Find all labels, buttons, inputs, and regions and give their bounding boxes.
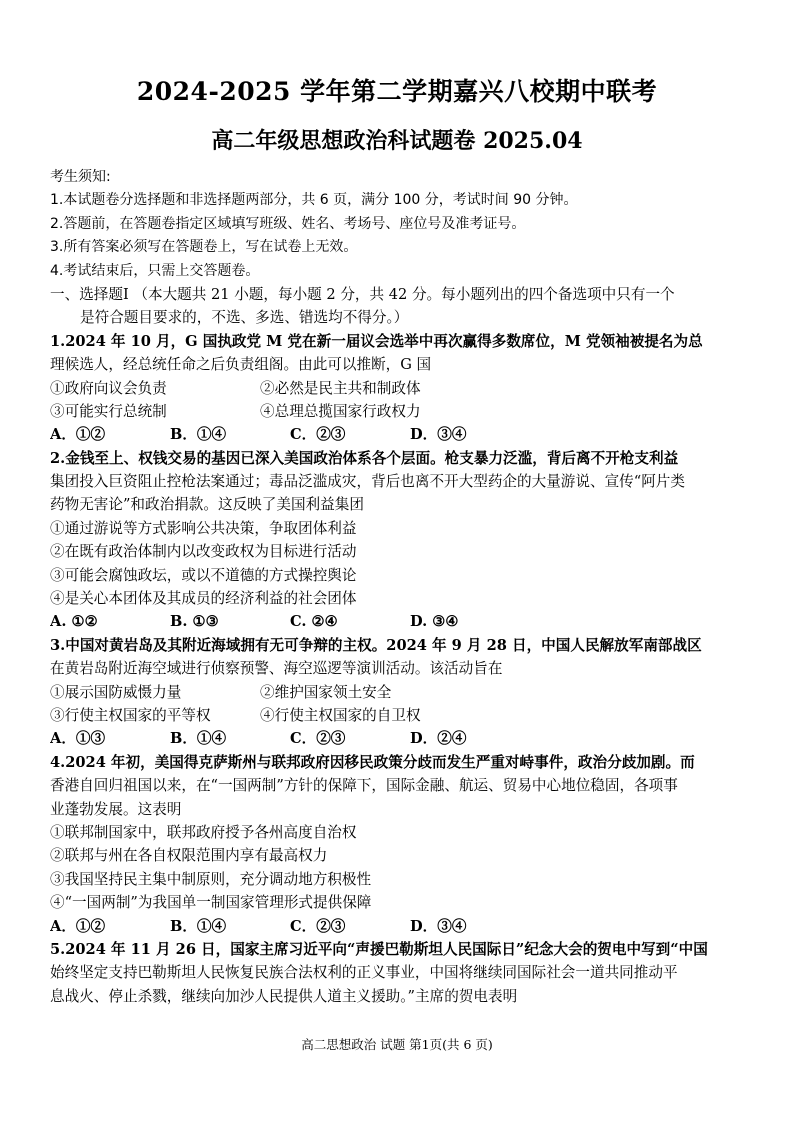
choice-a: A. ①② [50, 613, 98, 631]
choice-a: A．①③ [50, 730, 106, 748]
statement: ①展示国防威慑力量 [50, 683, 182, 701]
notice-item: 2.答题前，在答题卷指定区域填写班级、姓名、考场号、座位号及准考证号。 [50, 215, 526, 232]
statement: ④“一国两制”为我国单一制国家管理形式提供保障 [50, 894, 372, 912]
question-stem: 业蓬勃发展。这表明 [50, 800, 182, 818]
question-stem: 1.2024 年 10 月，G 国执政党 M 党在新一届议会选举中再次赢得多数席位，M 党领袖被提名为总 [50, 332, 703, 350]
question-5 [50, 938, 750, 1008]
question-stem: 始终坚定支持巴勒斯坦人民恢复民族合法权利的正义事业，中国将继续同国际社会一道共同推动平 [50, 964, 678, 982]
page-footer: 高二思想政治 试题 第1页(共 6 页) [301, 1037, 493, 1052]
statement: ④总理总揽国家行政权力 [260, 402, 421, 420]
question-stem: 香港自回归祖国以来，在“一国两制”方针的保障下，国际金融、航运、贸易中心地位稳固，各项事 [50, 777, 678, 795]
statement-row [50, 377, 750, 400]
statement: ④是关心本团体及其成员的经济利益的社会团体 [50, 590, 357, 608]
exam-subtitle: 高二年级思想政治科试题卷 2025.04 [211, 128, 583, 154]
statement: ④行使主权国家的自卫权 [260, 706, 421, 724]
statement: ③行使主权国家的平等权 [50, 706, 211, 724]
notice-item: 3.所有答案必须写在答题卷上，写在试卷上无效。 [50, 239, 358, 256]
statement: ③我国坚持民主集中制原则，充分调动地方积极性 [50, 870, 372, 888]
choice-b: B．①④ [170, 730, 227, 748]
choice-c: C. ②④ [290, 613, 338, 631]
choice-a: A．①② [50, 917, 106, 935]
question-stem: 集团投入巨资阻止控枪法案通过；毒品泛滥成灾，背后也离不开大型药企的大量游说、宣传“阿片类 [50, 473, 685, 491]
question-4 [50, 751, 750, 938]
statement: ①政府向议会负责 [50, 379, 167, 397]
answer-choices [50, 423, 750, 446]
question-stem: 3.中国对黄岩岛及其附近海域拥有无可争辩的主权。2024 年 9 月 28 日，中国人民解放军南部战区 [50, 636, 702, 654]
statement-row [50, 704, 750, 727]
choice-c: C．②③ [290, 917, 346, 935]
choice-d: D. ③④ [410, 613, 459, 631]
choice-a: A．①② [50, 426, 106, 444]
question-stem: 理候选人，经总统任命之后负责组阁。由此可以推断，G 国 [50, 356, 432, 374]
question-3 [50, 634, 750, 751]
choice-c: C．②③ [290, 426, 346, 444]
question-stem: 药物无害论”和政治捐款。这反映了美国利益集团 [50, 496, 364, 514]
choice-d: D．②④ [410, 730, 467, 748]
question-2 [50, 447, 750, 634]
choice-b: B. ①③ [170, 613, 219, 631]
choice-b: B．①④ [170, 426, 227, 444]
statement: ②维护国家领土安全 [260, 683, 392, 701]
choice-c: C．②③ [290, 730, 346, 748]
section-heading-cont: 是符合题目要求的，不选、多选、错选均不得分。） [80, 309, 409, 327]
question-stem: 5.2024 年 11 月 26 日，国家主席习近平向“声援巴勒斯坦人民国际日”纪念大会的贺电中写到“中国 [50, 940, 708, 958]
notice-item: 4.考试结束后，只需上交答题卷。 [50, 262, 260, 279]
statement: ①联邦制国家中，联邦政府授予各州高度自治权 [50, 823, 357, 841]
section-heading: 一、选择题Ⅰ （本大题共 21 小题，每小题 2 分，共 42 分。每小题列出的四个备选项中只有一个 [50, 285, 675, 303]
choice-d: D．③④ [410, 917, 467, 935]
answer-choices [50, 610, 750, 633]
answer-choices [50, 727, 750, 750]
question-stem: 4.2024 年初，美国得克萨斯州与联邦政府因移民政策分歧而发生严重对峙事件，政治分歧加剧。而 [50, 753, 695, 771]
notice-heading: 考生须知: [50, 169, 111, 185]
question-1 [50, 330, 750, 447]
statement-row [50, 681, 750, 704]
choice-b: B．①④ [170, 917, 227, 935]
question-stem: 在黄岩岛附近海空域进行侦察预警、海空巡逻等演训活动。该活动旨在 [50, 660, 503, 678]
exam-body [50, 166, 750, 1008]
statement: ③可能实行总统制 [50, 402, 167, 420]
notice-item: 1.本试题卷分选择题和非选择题两部分，共 6 页，满分 100 分，考试时间 90 分钟。 [50, 192, 578, 209]
question-stem: 息战火、停止杀戮，继续向加沙人民提供人道主义援助。”主席的贺电表明 [50, 987, 518, 1005]
choice-d: D．③④ [410, 426, 467, 444]
answer-choices [50, 915, 750, 938]
statement: ③可能会腐蚀政坛，或以不道德的方式操控舆论 [50, 566, 357, 584]
statement: ②在既有政治体制内以改变政权为目标进行活动 [50, 543, 357, 561]
exam-title: 2024-2025 学年第二学期嘉兴八校期中联考 [136, 77, 658, 106]
question-stem: 2.金钱至上、权钱交易的基因已深入美国政治体系各个层面。枪支暴力泛滥，背后离不开枪支利益 [50, 449, 679, 467]
statement: ②联邦与州在各自权限范围内享有最高权力 [50, 847, 328, 865]
statement-row [50, 400, 750, 423]
statement: ②必然是民主共和制政体 [260, 379, 421, 397]
statement: ①通过游说等方式影响公共决策，争取团体利益 [50, 519, 357, 537]
